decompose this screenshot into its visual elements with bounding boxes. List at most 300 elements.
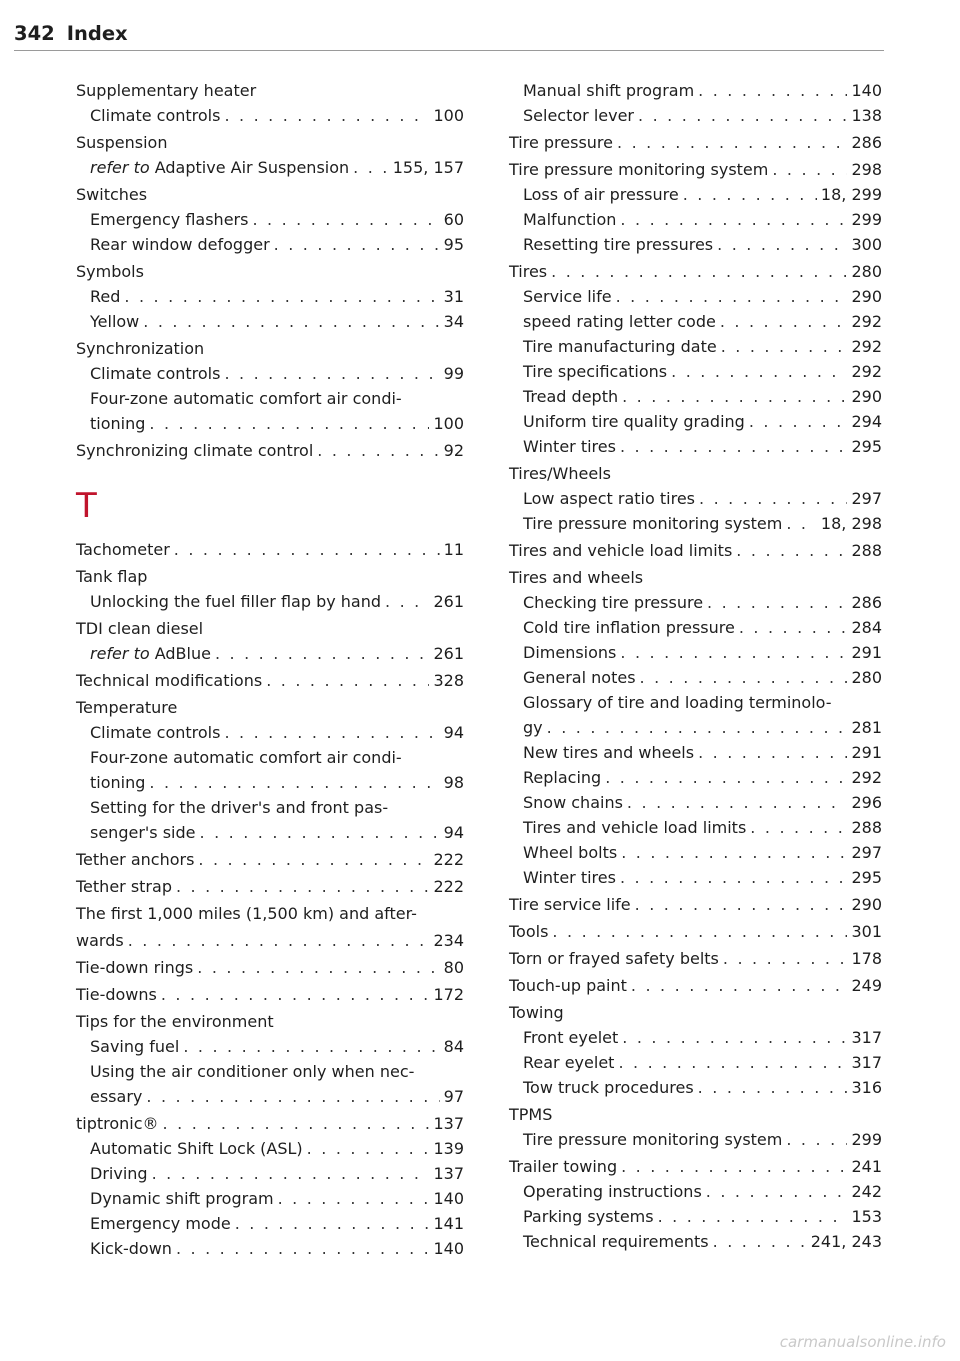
entry-term [76, 336, 204, 361]
entry-text: Touch-up paint [509, 976, 627, 995]
index-subentry [76, 232, 464, 257]
entry-text: Tires and wheels [509, 568, 644, 587]
dot-leader [224, 103, 429, 128]
index-entry [76, 130, 464, 155]
index-subentry [509, 1075, 882, 1100]
entry-term [90, 386, 402, 411]
entry-term [76, 182, 147, 207]
entry-term [90, 641, 211, 666]
page-reference[interactable]: 286 [851, 593, 882, 612]
dot-leader [707, 590, 847, 615]
entry-text: Torn or frayed safety belts [509, 949, 719, 968]
page-reference[interactable]: 281 [851, 718, 882, 737]
entry-text: Climate controls [90, 364, 221, 383]
dot-leader [621, 1154, 847, 1179]
entry-term [523, 665, 636, 690]
index-subentry [509, 207, 882, 232]
entry-text: gy [523, 718, 543, 737]
entry-text: Tire service life [509, 895, 631, 914]
entry-term [90, 155, 349, 180]
entry-text: Manual shift program [523, 81, 695, 100]
entry-term [90, 820, 196, 845]
entry-term [523, 815, 746, 840]
index-entry [76, 1009, 464, 1034]
index-entry [76, 336, 464, 361]
entry-text: Tools [509, 922, 549, 941]
entry-text: Resetting tire pressures [523, 235, 714, 254]
dot-leader [547, 715, 848, 740]
index-subentry [509, 511, 882, 536]
entry-text: Synchronizing climate control [76, 441, 314, 460]
entry-text: Winter tires [523, 868, 616, 887]
dot-leader [706, 1179, 848, 1204]
entry-text: Rear eyelet [523, 1053, 615, 1072]
dot-leader [551, 259, 847, 284]
page-reference[interactable]: 290 [851, 895, 882, 914]
entry-term [90, 361, 220, 386]
entry-term [509, 973, 627, 998]
entry-term [509, 919, 548, 944]
index-entry [76, 901, 464, 926]
page-reference[interactable]: 222 [433, 850, 464, 869]
entry-text: Rear window defogger [90, 235, 270, 254]
index-subentry [76, 386, 464, 411]
entry-text: Technical modifications [76, 671, 263, 690]
index-subentry [509, 590, 882, 615]
index-subentry [509, 434, 882, 459]
page-reference[interactable]: 261 [433, 644, 464, 663]
entry-term [90, 720, 220, 745]
entry-term [523, 640, 616, 665]
index-subentry [509, 232, 882, 257]
page-reference[interactable]: 137 [433, 1114, 464, 1133]
entry-text: Malfunction [523, 210, 617, 229]
page-reference[interactable]: 140 [851, 81, 882, 100]
entry-text: tioning [90, 773, 146, 792]
entry-text: Tires/Wheels [509, 464, 611, 483]
dot-leader [124, 284, 439, 309]
page-reference[interactable]: 317 [851, 1028, 882, 1047]
index-subentry [509, 665, 882, 690]
index-subentry [76, 1211, 464, 1236]
entry-term [90, 1059, 414, 1084]
index-group-s [76, 78, 464, 463]
entry-term [509, 892, 631, 917]
index-entry [76, 668, 464, 693]
entry-text: Automatic Shift Lock (ASL) [90, 1139, 303, 1158]
index-entry [76, 695, 464, 720]
page-header [14, 22, 884, 45]
index-subentry [76, 411, 464, 436]
index-subentry [509, 103, 882, 128]
dot-leader [176, 1236, 430, 1261]
page-reference[interactable]: 99 [443, 364, 464, 383]
page-reference[interactable]: 317 [851, 1053, 882, 1072]
entry-text: Temperature [76, 698, 178, 717]
entry-text: Saving fuel [90, 1037, 180, 1056]
entry-term [509, 1102, 552, 1127]
page-reference[interactable]: 80 [443, 958, 464, 977]
dot-leader [617, 130, 847, 155]
page-reference[interactable]: 292 [851, 312, 882, 331]
entry-text: Checking tire pressure [523, 593, 704, 612]
index-entry [509, 565, 882, 590]
page-reference[interactable]: 241 [851, 1157, 882, 1176]
index-entry [76, 564, 464, 589]
page-reference[interactable]: 291 [851, 643, 882, 662]
index-entry [76, 982, 464, 1007]
dot-leader [146, 1084, 439, 1109]
dot-leader [197, 955, 439, 980]
dot-leader [772, 157, 847, 182]
entry-term [509, 946, 719, 971]
index-subentry [76, 155, 464, 180]
entry-text: Tire pressure monitoring system [509, 160, 769, 179]
entry-text: Four-zone automatic comfort air condi- [90, 748, 402, 767]
page-reference[interactable]: 291 [851, 743, 882, 762]
entry-text: Four-zone automatic comfort air condi- [90, 389, 402, 408]
page-reference[interactable]: 138 [851, 106, 882, 125]
page-reference[interactable]: 141 [433, 1214, 464, 1233]
entry-term [523, 1229, 709, 1254]
page-reference[interactable]: 297 [851, 489, 882, 508]
index-subentry [509, 284, 882, 309]
entry-term [523, 207, 616, 232]
page-reference[interactable]: 34 [443, 312, 464, 331]
dot-leader [717, 232, 847, 257]
page-reference[interactable]: 92 [443, 441, 464, 460]
dot-leader [723, 946, 848, 971]
index-subentry [76, 1161, 464, 1186]
entry-text: Driving [90, 1164, 148, 1183]
page-reference[interactable]: 284 [851, 618, 882, 637]
dot-leader [161, 982, 430, 1007]
entry-term [523, 840, 617, 865]
dot-leader [163, 1111, 430, 1136]
page-reference[interactable]: 298 [851, 160, 882, 179]
index-subentry [76, 770, 464, 795]
page-reference[interactable]: 139 [433, 1139, 464, 1158]
page-reference[interactable]: 249 [851, 976, 882, 995]
page-reference[interactable]: 100 [433, 106, 464, 125]
entry-text: Wheel bolts [523, 843, 618, 862]
index-column-right [509, 78, 882, 1254]
index-subentry [509, 740, 882, 765]
entry-text: Tire specifications [523, 362, 668, 381]
entry-text: The first 1,000 miles (1,500 km) and after- [76, 904, 417, 923]
entry-term [523, 359, 667, 384]
page-reference[interactable]: 140 [433, 1189, 464, 1208]
entry-text: Tow truck procedures [523, 1078, 694, 1097]
entry-term [76, 537, 170, 562]
page-reference[interactable]: 222 [433, 877, 464, 896]
index-entry [509, 973, 882, 998]
dot-leader [713, 1229, 807, 1254]
entry-term [509, 565, 643, 590]
entry-term [509, 1000, 564, 1025]
page-reference[interactable]: 140 [433, 1239, 464, 1258]
page-reference[interactable]: 299 [851, 210, 882, 229]
entry-term [76, 955, 193, 980]
dot-leader [224, 361, 439, 386]
index-entry [76, 182, 464, 207]
page-reference[interactable]: 31 [443, 287, 464, 306]
index-subentry [76, 820, 464, 845]
entry-term [90, 1211, 231, 1236]
entry-term [76, 438, 313, 463]
page-reference[interactable]: 292 [851, 768, 882, 787]
page-reference[interactable]: 295 [851, 868, 882, 887]
index-subentry [509, 309, 882, 334]
index-entry [509, 259, 882, 284]
index-entry [509, 130, 882, 155]
page-reference[interactable]: 299 [851, 1130, 882, 1149]
entry-text: Tires [509, 262, 548, 281]
index-entry [509, 1102, 882, 1127]
entry-term [90, 745, 402, 770]
page-reference[interactable]: 288 [851, 818, 882, 837]
page-reference[interactable]: 241, 243 [810, 1232, 882, 1251]
page-reference[interactable]: 297 [851, 843, 882, 862]
entry-text: Technical requirements [523, 1232, 709, 1251]
page-reference[interactable]: 137 [433, 1164, 464, 1183]
entry-term [523, 1179, 702, 1204]
index-subentry [76, 309, 464, 334]
entry-term [523, 309, 716, 334]
dot-leader [739, 615, 848, 640]
index-subentry [509, 1179, 882, 1204]
entry-term [90, 411, 145, 436]
dot-leader [252, 207, 439, 232]
entry-text: Setting for the driver's and front pas- [90, 798, 389, 817]
page-reference[interactable]: 242 [851, 1182, 882, 1201]
entry-term [523, 865, 616, 890]
page-reference[interactable]: 100 [433, 414, 464, 433]
section-letter-t: T [76, 486, 97, 526]
dot-leader [149, 770, 439, 795]
page-reference[interactable]: 290 [851, 287, 882, 306]
entry-term [523, 765, 601, 790]
entry-term [509, 259, 547, 284]
entry-term [523, 334, 717, 359]
page-reference[interactable]: 94 [443, 823, 464, 842]
entry-text: New tires and wheels [523, 743, 695, 762]
entry-term [523, 434, 616, 459]
page-reference[interactable]: 328 [433, 671, 464, 690]
page-reference[interactable]: 316 [851, 1078, 882, 1097]
dot-leader [640, 665, 848, 690]
entry-text: Tire pressure monitoring system [523, 1130, 783, 1149]
entry-term [90, 770, 145, 795]
entry-text: Climate controls [90, 723, 221, 742]
entry-text: Parking systems [523, 1207, 654, 1226]
entry-text: Synchronization [76, 339, 205, 358]
entry-text: Unlocking the fuel filler flap by hand [90, 592, 382, 611]
index-entry [76, 616, 464, 641]
entry-term [523, 690, 832, 715]
page-reference[interactable]: 97 [443, 1087, 464, 1106]
page-reference[interactable]: 296 [851, 793, 882, 812]
entry-text: Tie-downs [76, 985, 157, 1004]
page-reference[interactable]: 84 [443, 1037, 464, 1056]
index-entry [76, 259, 464, 284]
page-reference[interactable]: 18, 299 [820, 185, 882, 204]
page-reference[interactable]: 292 [851, 362, 882, 381]
dot-leader [215, 641, 430, 666]
page-reference[interactable]: 98 [443, 773, 464, 792]
page-reference[interactable]: 290 [851, 387, 882, 406]
page-reference[interactable]: 95 [443, 235, 464, 254]
page-reference[interactable]: 60 [443, 210, 464, 229]
page-reference[interactable]: 286 [851, 133, 882, 152]
entry-term [90, 1186, 274, 1211]
dot-leader [750, 815, 847, 840]
entry-text: Climate controls [90, 106, 221, 125]
dot-leader [266, 668, 429, 693]
page-reference[interactable]: 280 [851, 668, 882, 687]
dot-leader [749, 409, 848, 434]
dot-leader [149, 411, 429, 436]
dot-leader [658, 1204, 848, 1229]
index-subentry [509, 359, 882, 384]
entry-term [76, 901, 417, 926]
index-group-t [76, 537, 464, 1261]
entry-term [90, 309, 139, 334]
page-reference[interactable]: 261 [433, 592, 464, 611]
dot-leader [621, 840, 847, 865]
entry-text: tiptronic® [76, 1114, 159, 1133]
index-entry [76, 1111, 464, 1136]
entry-text: Service life [523, 287, 612, 306]
dot-leader [698, 740, 847, 765]
dot-leader [736, 538, 847, 563]
index-subentry [509, 182, 882, 207]
page-reference[interactable]: 294 [851, 412, 882, 431]
entry-text: Tether anchors [76, 850, 195, 869]
entry-term [523, 409, 745, 434]
index-entry [509, 1154, 882, 1179]
entry-text: Dynamic shift program [90, 1189, 274, 1208]
entry-text: Tips for the environment [76, 1012, 274, 1031]
index-subentry [509, 640, 882, 665]
index-subentry [509, 1204, 882, 1229]
index-entry [509, 538, 882, 563]
entry-text: Adaptive Air Suspension [154, 158, 350, 177]
index-subentry [509, 1127, 882, 1152]
entry-text: Operating instructions [523, 1182, 702, 1201]
page-reference[interactable]: 280 [851, 262, 882, 281]
index-subentry [76, 207, 464, 232]
index-entry [509, 919, 882, 944]
entry-term [523, 1204, 654, 1229]
index-entry [509, 892, 882, 917]
page-reference[interactable]: 178 [851, 949, 882, 968]
index-subentry [509, 1229, 882, 1254]
page-reference[interactable]: 234 [433, 931, 464, 950]
page-reference[interactable]: 18, 298 [820, 514, 882, 533]
entry-text: Tire pressure [509, 133, 613, 152]
entry-text: Tachometer [76, 540, 170, 559]
dot-leader [620, 640, 847, 665]
dot-leader [317, 438, 439, 463]
dot-leader [721, 334, 848, 359]
entry-text: Emergency flashers [90, 210, 249, 229]
page-reference[interactable]: 94 [443, 723, 464, 742]
dot-leader [786, 511, 817, 536]
index-subentry [509, 1050, 882, 1075]
entry-term [509, 461, 611, 486]
entry-text: Tether strap [76, 877, 172, 896]
page-reference[interactable]: 301 [851, 922, 882, 941]
entry-text: AdBlue [154, 644, 211, 663]
entry-term [76, 564, 147, 589]
dot-leader [200, 820, 440, 845]
header-divider [14, 50, 884, 51]
index-entry [76, 955, 464, 980]
index-subentry [509, 790, 882, 815]
page-reference[interactable]: 292 [851, 337, 882, 356]
entry-term [76, 259, 144, 284]
entry-text: Switches [76, 185, 148, 204]
dot-leader [638, 103, 847, 128]
entry-term [90, 1136, 303, 1161]
page-reference[interactable]: 153 [851, 1207, 882, 1226]
entry-term [509, 157, 768, 182]
entry-text: Uniform tire quality grading [523, 412, 745, 431]
page-reference[interactable]: 300 [851, 235, 882, 254]
index-entry [76, 928, 464, 953]
index-entry [76, 874, 464, 899]
page-reference[interactable]: 172 [433, 985, 464, 1004]
entry-term [90, 207, 248, 232]
index-subentry [76, 1084, 464, 1109]
entry-term [523, 1050, 614, 1075]
entry-term [509, 130, 613, 155]
entry-term [90, 1084, 142, 1109]
index-subentry [509, 384, 882, 409]
entry-term [523, 590, 703, 615]
dot-leader [620, 207, 847, 232]
entry-text: Suspension [76, 133, 168, 152]
entry-text: Tires and vehicle load limits [523, 818, 747, 837]
dot-leader [353, 155, 389, 180]
page-reference[interactable]: 288 [851, 541, 882, 560]
dot-leader [176, 874, 429, 899]
index-subentry [76, 1236, 464, 1261]
index-subentry [509, 615, 882, 640]
index-subentry [76, 1059, 464, 1084]
index-subentry [76, 641, 464, 666]
dot-leader [274, 232, 440, 257]
page-number: 342 [14, 22, 55, 45]
page-reference[interactable]: 11 [443, 540, 464, 559]
entry-term [523, 790, 623, 815]
entry-term [523, 511, 782, 536]
entry-text: senger's side [90, 823, 196, 842]
page-reference[interactable]: 155, 157 [392, 158, 464, 177]
entry-term [523, 1127, 782, 1152]
dot-leader [152, 1161, 430, 1186]
dot-leader [627, 790, 848, 815]
page-reference[interactable]: 295 [851, 437, 882, 456]
entry-text: Tire manufacturing date [523, 337, 717, 356]
entry-text: Tie-down rings [76, 958, 194, 977]
dot-leader [720, 309, 848, 334]
dot-leader [699, 486, 847, 511]
entry-text: Tire pressure monitoring system [523, 514, 783, 533]
entry-text: Glossary of tire and loading terminolo- [523, 693, 832, 712]
watermark: carmanualsonline.info [779, 1333, 946, 1351]
